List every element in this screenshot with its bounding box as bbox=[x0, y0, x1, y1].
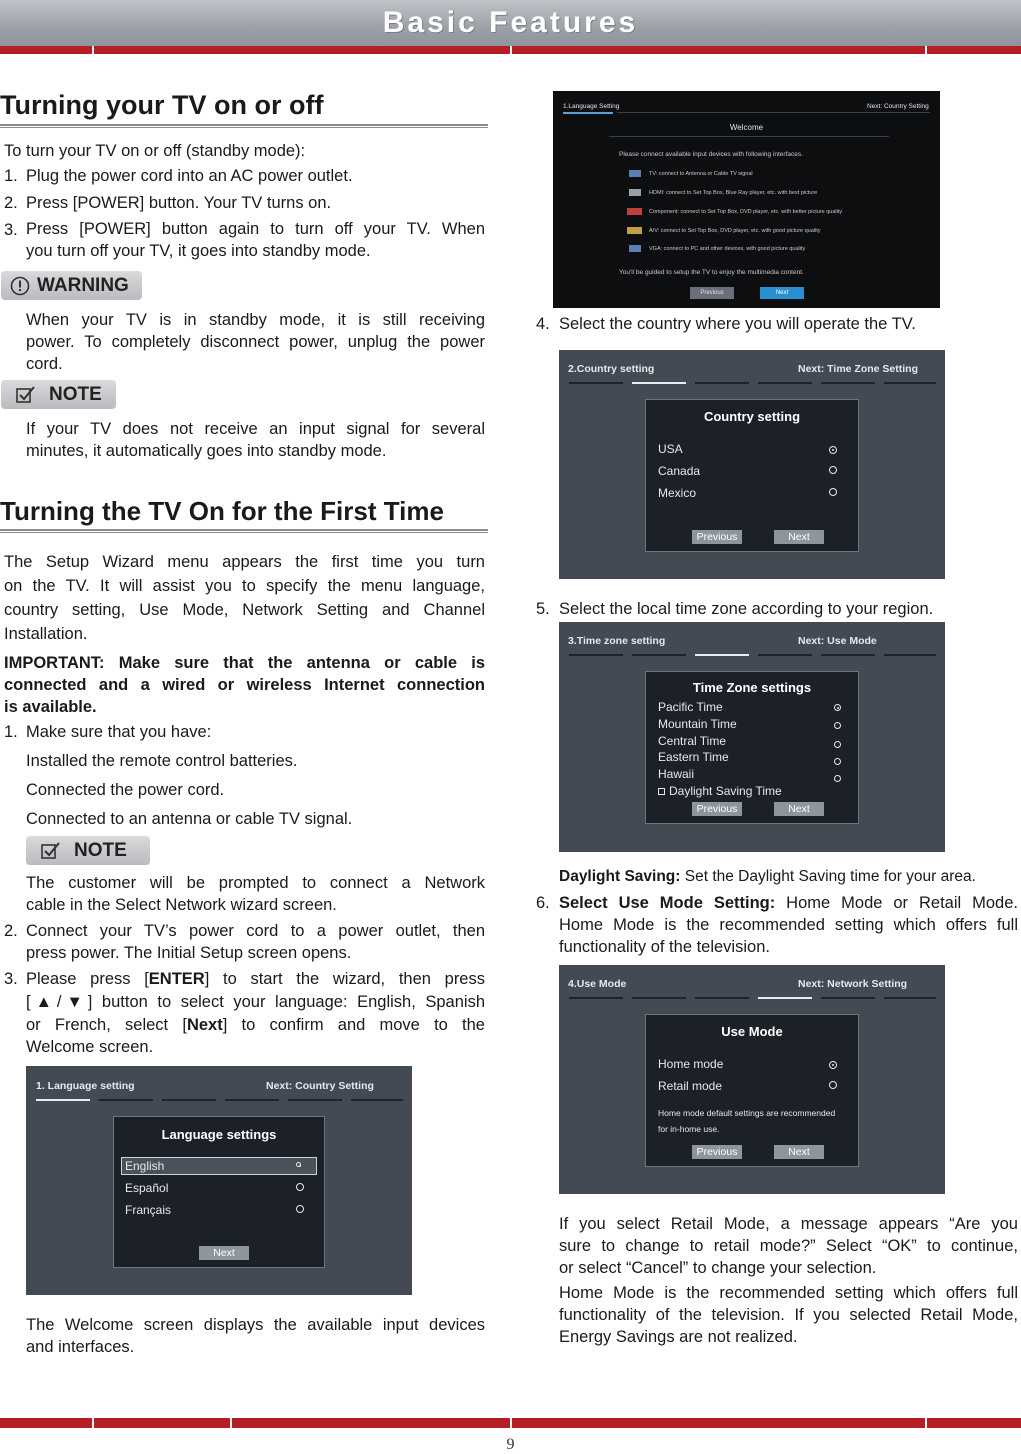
section-heading-on-off: Turning your TV on or off bbox=[0, 90, 324, 120]
language-option[interactable]: Français bbox=[125, 1203, 172, 1217]
note-icon bbox=[34, 841, 68, 861]
dst-label: Daylight Saving Time bbox=[669, 784, 782, 798]
timezone-dialog bbox=[645, 671, 859, 824]
use-mode-option[interactable]: Home mode bbox=[658, 1057, 724, 1071]
previous-button[interactable]: Previous bbox=[692, 802, 742, 816]
welcome-title: Welcome bbox=[729, 123, 764, 132]
radio-icon bbox=[834, 775, 841, 782]
progress-segment bbox=[632, 997, 686, 999]
note-text: If your TV does not receive an input signal for several bbox=[26, 420, 485, 438]
page-number: 9 bbox=[506, 1436, 515, 1453]
next-button[interactable]: Next bbox=[760, 287, 804, 299]
progress-segment bbox=[632, 382, 686, 384]
step-text: Select the country where you will operate the TV. bbox=[559, 315, 916, 333]
progress-segment bbox=[288, 1099, 342, 1101]
dialog-title: Country setting bbox=[703, 409, 801, 424]
language-option[interactable]: Español bbox=[125, 1181, 169, 1195]
progress-segment bbox=[569, 654, 623, 656]
dialog-title: Language settings bbox=[161, 1127, 277, 1142]
timezone-option[interactable]: Hawaii bbox=[658, 767, 695, 781]
note-badge bbox=[1, 380, 116, 409]
radio-icon bbox=[834, 722, 841, 729]
wizard-next-label: Next: Time Zone Setting bbox=[798, 363, 918, 375]
av-input-icon bbox=[627, 227, 642, 234]
welcome-intro: Please connect available input devices with following interfaces. bbox=[619, 151, 803, 158]
progress-segment bbox=[821, 654, 875, 656]
use-mode-dialog bbox=[645, 1014, 859, 1167]
note-text: The customer will be prompted to connect a Network bbox=[26, 874, 485, 892]
progress-segment bbox=[36, 1099, 90, 1101]
radio-icon bbox=[829, 488, 837, 496]
step-text: [▲/▼] button to select your language: English, Spanish bbox=[26, 993, 485, 1011]
radio-selected-icon bbox=[834, 704, 841, 711]
step-text: Welcome screen. bbox=[26, 1038, 154, 1056]
progress-segment bbox=[758, 997, 812, 999]
wizard-step-label: 2.Country setting bbox=[568, 363, 655, 375]
use-mode-hint: Home mode default settings are recommended bbox=[658, 1108, 836, 1118]
hdmi-input-icon bbox=[629, 189, 641, 196]
warning-text: When your TV is in standby mode, it is still receiving bbox=[26, 311, 485, 329]
daylight-saving-text: Daylight Saving: Set the Daylight Saving time for your area. bbox=[559, 868, 976, 885]
next-button[interactable]: Next bbox=[774, 1145, 824, 1159]
input-item: HDMI: connect to Set Top Box, Blue Ray player, etc. with best picture bbox=[649, 190, 818, 196]
note-label: NOTE bbox=[49, 384, 102, 405]
home-mode-text: functionality of the television. If you selected Retail Mode, bbox=[559, 1306, 1018, 1324]
step-text: Select the local time zone according to your region. bbox=[559, 600, 934, 618]
progress-segment bbox=[351, 1099, 403, 1101]
note-text: cable in the Select Network wizard screen. bbox=[26, 896, 337, 914]
progress-segment bbox=[563, 112, 613, 114]
note-badge bbox=[26, 836, 150, 865]
dst-checkbox[interactable] bbox=[658, 788, 665, 795]
language-setting-screenshot bbox=[26, 1066, 412, 1295]
previous-button[interactable]: Previous bbox=[692, 530, 742, 544]
input-item: VGA: connect to PC and other devices, with good picture quality bbox=[649, 246, 806, 252]
section-heading-first-time: Turning the TV On for the First Time bbox=[0, 496, 444, 526]
next-button[interactable]: Next bbox=[774, 802, 824, 816]
timezone-option[interactable]: Eastern Time bbox=[658, 750, 729, 764]
checklist-item: Connected to an antenna or cable TV signal. bbox=[26, 810, 353, 828]
progress-segment bbox=[821, 382, 875, 384]
step-number: 3. bbox=[4, 221, 18, 239]
page-header-title: Basic Features bbox=[382, 6, 639, 39]
warning-label: WARNING bbox=[37, 275, 129, 296]
step-text: Press [POWER] button. Your TV turns on. bbox=[26, 194, 332, 212]
use-mode-hint: for in-home use. bbox=[658, 1124, 720, 1134]
important-text: connected and a wired or wireless Internet connection bbox=[4, 676, 485, 694]
setup-intro: country setting, Use Mode, Network Setting and Channel bbox=[4, 601, 485, 619]
step-text: Select Use Mode Setting: Home Mode or Retail Mode. bbox=[559, 894, 1018, 912]
progress-segment bbox=[632, 654, 686, 656]
radio-icon bbox=[296, 1205, 304, 1213]
step-text: Home Mode is the recommended setting which offers full bbox=[559, 916, 1018, 934]
warning-badge bbox=[1, 271, 142, 300]
timezone-option[interactable]: Pacific Time bbox=[658, 700, 723, 714]
welcome-screenshot bbox=[553, 91, 940, 308]
dialog-title: Use Mode bbox=[721, 1024, 783, 1039]
use-mode-screenshot bbox=[559, 965, 945, 1194]
input-item: Component: connect to Set Top Box, DVD player, etc. with better picture quality bbox=[649, 209, 843, 215]
welcome-caption: The Welcome screen displays the available input devices bbox=[26, 1316, 485, 1334]
note-text: minutes, it automatically goes into standby mode. bbox=[26, 442, 387, 460]
language-dialog bbox=[113, 1116, 325, 1268]
radio-icon bbox=[829, 1081, 837, 1089]
step-text: Press [POWER] button again to turn off your TV. When bbox=[26, 220, 485, 238]
progress-segment bbox=[569, 997, 623, 999]
setup-intro: The Setup Wizard menu appears the first time you turn bbox=[4, 553, 485, 571]
progress-segment bbox=[695, 382, 749, 384]
country-option[interactable]: USA bbox=[658, 442, 683, 456]
wizard-step-label: 3.Time zone setting bbox=[568, 635, 666, 647]
progress-segment bbox=[162, 1099, 216, 1101]
wizard-step-label: 1.Language Setting bbox=[563, 103, 620, 110]
checklist-item: Connected the power cord. bbox=[26, 781, 225, 799]
step-number: 4. bbox=[536, 315, 550, 333]
step-text: Make sure that you have: bbox=[26, 723, 212, 741]
welcome-footer: You'll be guided to setup the TV to enjoy the multimedia content. bbox=[619, 269, 804, 276]
step-number: 1. bbox=[4, 723, 18, 741]
progress-segment bbox=[884, 382, 936, 384]
step-number: 6. bbox=[536, 894, 550, 912]
country-option[interactable]: Canada bbox=[658, 464, 701, 478]
step-number: 5. bbox=[536, 600, 550, 618]
progress-segment bbox=[695, 997, 749, 999]
footer-red-stripe bbox=[0, 1418, 1021, 1428]
country-setting-screenshot bbox=[559, 350, 945, 579]
input-item: TV: connect to Antenna or Cable TV signal bbox=[649, 171, 753, 177]
country-option[interactable]: Mexico bbox=[658, 486, 697, 500]
tv-input-icon bbox=[629, 170, 641, 177]
wizard-next-label: Next: Network Setting bbox=[798, 978, 908, 990]
warning-text: power. To completely disconnect power, unplug the power bbox=[26, 333, 485, 351]
step-number: 2. bbox=[4, 922, 18, 940]
step-text: Plug the power cord into an AC power outlet. bbox=[26, 167, 353, 185]
progress-track bbox=[617, 112, 930, 113]
step-number: 1. bbox=[4, 167, 18, 185]
progress-segment bbox=[758, 382, 812, 384]
wizard-next-label: Next: Country Setting bbox=[266, 1080, 374, 1092]
section-rule bbox=[0, 124, 488, 128]
step-text: or French, select [Next] to confirm and move to the bbox=[26, 1016, 485, 1034]
timezone-setting-screenshot bbox=[559, 622, 945, 852]
progress-segment bbox=[758, 654, 812, 656]
wizard-next-label: Next: Use Mode bbox=[798, 635, 877, 647]
timezone-option[interactable]: Mountain Time bbox=[658, 717, 737, 731]
setup-intro: on the TV. It will assist you to specify the menu language, bbox=[4, 577, 485, 595]
timezone-option[interactable]: Central Time bbox=[658, 734, 727, 748]
dialog-title: Time Zone settings bbox=[692, 680, 812, 695]
next-button[interactable]: Next bbox=[774, 530, 824, 544]
radio-icon bbox=[834, 741, 841, 748]
previous-button[interactable]: Previous bbox=[692, 1145, 742, 1159]
home-mode-text: Energy Savings are not realized. bbox=[559, 1328, 798, 1346]
progress-segment bbox=[821, 997, 875, 999]
important-text: is available. bbox=[4, 698, 97, 716]
step-text: press power. The Initial Setup screen opens. bbox=[26, 944, 352, 962]
wizard-next-label: Next: Country Setting bbox=[867, 103, 929, 110]
input-item: A/V: connect to Set Top Box, DVD player, etc. with good picture quality bbox=[649, 228, 821, 234]
radio-icon bbox=[296, 1183, 304, 1191]
divider bbox=[609, 136, 889, 137]
step-number: 3. bbox=[4, 970, 18, 988]
step-text: functionality of the television. bbox=[559, 938, 770, 956]
checklist-item: Installed the remote control batteries. bbox=[26, 752, 298, 770]
step-number: 2. bbox=[4, 194, 18, 212]
warning-text: cord. bbox=[26, 355, 63, 373]
header-red-stripe bbox=[0, 46, 1021, 54]
radio-icon bbox=[829, 466, 837, 474]
previous-button[interactable]: Previous bbox=[690, 287, 734, 299]
note-icon bbox=[9, 385, 43, 405]
next-button[interactable]: Next bbox=[199, 1246, 249, 1260]
home-mode-text: Home Mode is the recommended setting which offers full bbox=[559, 1284, 1018, 1302]
important-text: IMPORTANT: Make sure that the antenna or cable is bbox=[4, 654, 485, 672]
step-text: Please press [ENTER] to start the wizard, then press bbox=[26, 970, 485, 988]
progress-segment bbox=[569, 382, 623, 384]
language-option[interactable]: English bbox=[125, 1159, 165, 1173]
note-label: NOTE bbox=[74, 840, 127, 861]
retail-mode-text: or select “Cancel” to change your selection. bbox=[559, 1259, 877, 1277]
progress-segment bbox=[99, 1099, 153, 1101]
warning-icon bbox=[9, 276, 31, 296]
radio-selected-icon bbox=[829, 1061, 837, 1069]
setup-intro: Installation. bbox=[4, 625, 88, 643]
radio-selected-icon bbox=[829, 446, 837, 454]
wizard-step-label: 4.Use Mode bbox=[568, 978, 627, 990]
welcome-caption: and interfaces. bbox=[26, 1338, 135, 1356]
use-mode-option[interactable]: Retail mode bbox=[658, 1079, 723, 1093]
vga-input-icon bbox=[629, 245, 641, 252]
radio-icon bbox=[834, 758, 841, 765]
progress-segment bbox=[884, 997, 936, 999]
section-rule bbox=[0, 529, 488, 533]
step-text: Connect your TV’s power cord to a power outlet, then bbox=[26, 922, 485, 940]
progress-segment bbox=[695, 654, 749, 656]
intro-text: To turn your TV on or off (standby mode): bbox=[4, 142, 306, 160]
progress-segment bbox=[884, 654, 936, 656]
retail-mode-text: If you select Retail Mode, a message appears “Are you bbox=[559, 1215, 1018, 1233]
progress-segment bbox=[225, 1099, 279, 1101]
retail-mode-text: sure to change to retail mode?” Select “OK” to continue, bbox=[559, 1237, 1018, 1255]
step-text: you turn off your TV, it goes into standby mode. bbox=[26, 242, 371, 260]
wizard-step-label: 1. Language setting bbox=[36, 1080, 135, 1092]
radio-selected-icon bbox=[296, 1162, 301, 1167]
country-dialog bbox=[645, 399, 859, 552]
component-input-icon bbox=[627, 208, 642, 215]
